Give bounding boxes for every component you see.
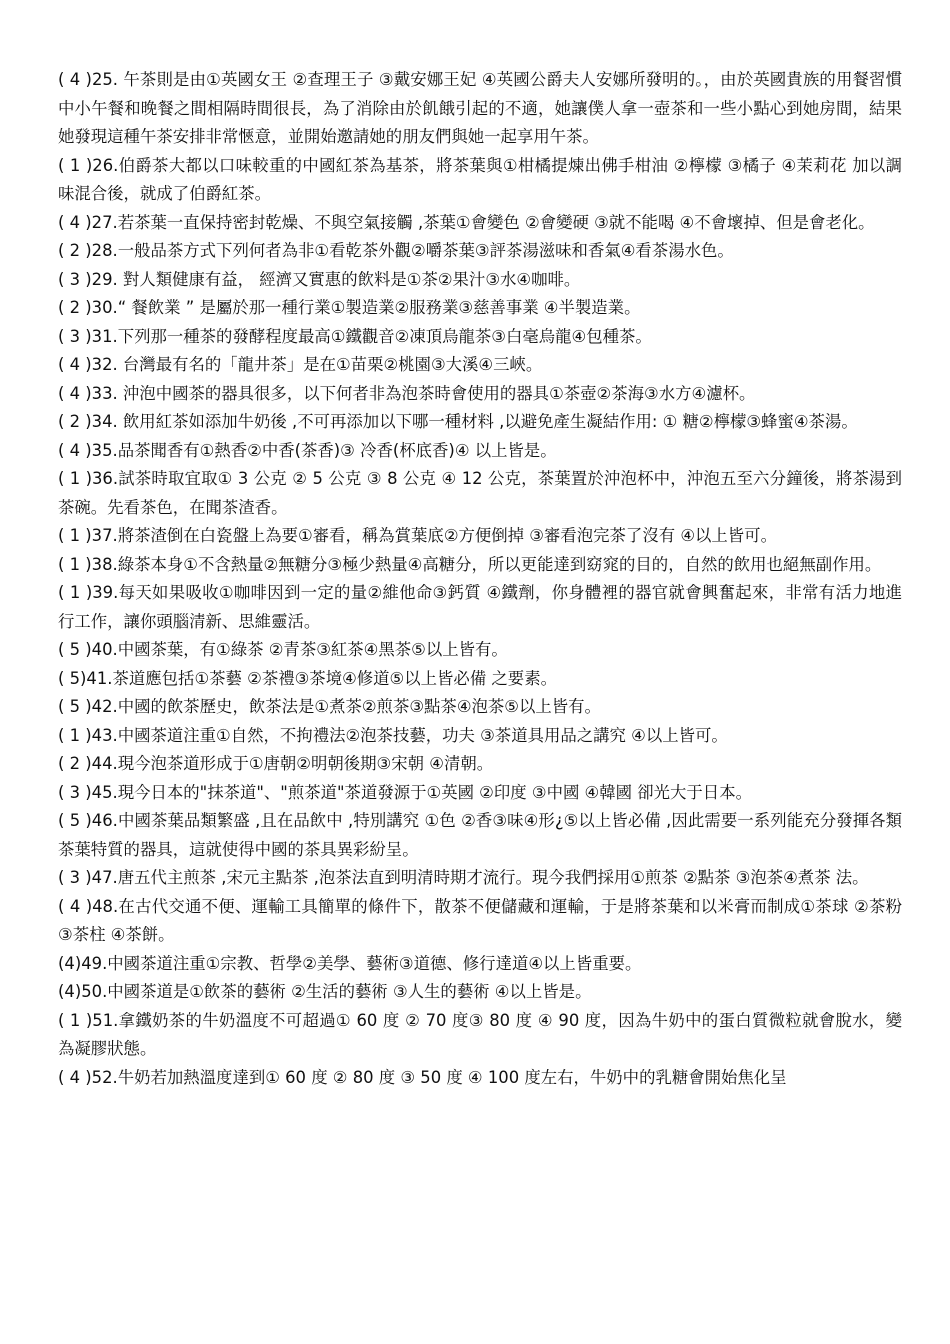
question-49: (4)49.中國茶道注重①宗教、哲學②美學、藝術③道德、修行達道④以上皆重要。 — [58, 953, 642, 973]
question-42: ( 5 )42.中國的飲茶歷史，飲茶法是①煮茶②煎茶③點茶④泡茶⑤以上皆有。 — [58, 697, 601, 716]
question-29: ( 3 )29. 對人類健康有益， 經濟又實惠的飲料是①茶②果汁③水④咖啡。 — [58, 269, 581, 289]
question-47: ( 3 )47.唐五代主煎茶 ,宋元主點茶 ,泡茶法直到明清時期才流行。現今我們採用①煎茶 ②點茶 ③泡茶④煮茶 法。 — [58, 868, 869, 887]
question-43: ( 1 )43.中國茶道注重①自然，不拘禮法②泡茶技藝，功夫 ③茶道具用品之講究 ④以上皆可。 — [58, 725, 728, 745]
exam-question-list — [58, 66, 902, 1092]
question-52: ( 4 )52.牛奶若加熱溫度達到① 60 度 ② 80 度 ③ 50 度 ④ 100 度左右，牛奶中的乳糖會開始焦化呈 — [58, 1067, 787, 1087]
question-35: ( 4 )35.品茶聞香有①熱香②中香(茶香)③ 冷香(杯底香)④ 以上皆是。 — [58, 440, 557, 460]
question-27: ( 4 )27.若茶葉一直保持密封乾燥、不與空氣接觸 ,茶葉①會變色 ②會變硬 ③就不能喝 ④不會壞掉、但是會老化。 — [58, 212, 875, 232]
question-37: ( 1 )37.將茶渣倒在白瓷盤上為要①審看，稱為賞葉底②方便倒掉 ③審看泡完茶了沒有 ④以上皆可。 — [58, 526, 777, 545]
question-51: ( 1 )51.拿鐵奶茶的牛奶溫度不可超過① 60 度 ② 70 度③ 80 度 ④ 90 度，因為牛奶中的蛋白質微粒就會脫水，變為凝膠狀態。 — [58, 1010, 902, 1058]
question-39: ( 1 )39.每天如果吸收①咖啡因到一定的量②維他命③鈣質 ④鐵劑，你身體裡的器官就會興奮起來，非常有活力地進行工作，讓你頭腦清新、思維靈活。 — [58, 583, 902, 631]
question-25: ( 4 )25. 午茶則是由①英國女王 ②查理王子 ③戴安娜王妃 ④英國公爵夫人安娜所發明的。，由於英國貴族的用餐習慣中小午餐和晚餐之間相隔時間很長，為了消除由於飢餓引起的不適，她讓僕人拿一壺茶和一些小點心到她房間，結果她發現這種午茶安排非常愜意，並開始邀請她的朋友們與她一起享用午茶。 — [58, 70, 902, 146]
question-28: ( 2 )28.一般品茶方式下列何者為非①看乾茶外觀②嚼茶葉③評茶湯滋味和香氣④看茶湯水色。 — [58, 241, 734, 260]
question-44: ( 2 )44.現今泡茶道形成于①唐朝②明朝後期③宋朝 ④清朝。 — [58, 754, 494, 773]
question-31: ( 3 )31.下列那一種茶的發酵程度最高①鐵觀音②凍頂烏龍茶③白毫烏龍④包種茶。 — [58, 326, 652, 346]
question-41: ( 5)41.茶道應包括①茶藝 ②茶禮③茶境④修道⑤以上皆必備 之要素。 — [58, 668, 557, 688]
question-50: (4)50.中國茶道是①飲茶的藝術 ②生活的藝術 ③人生的藝術 ④以上皆是。 — [58, 982, 592, 1001]
question-34: ( 2 )34. 飲用紅茶如添加牛奶後 ,不可再添加以下哪一種材料 ,以避免產生凝結作用: ① 糖②檸檬③蜂蜜④茶湯。 — [58, 412, 858, 431]
question-40: ( 5 )40.中國茶葉，有①綠茶 ②青茶③紅茶④黑茶⑤以上皆有。 — [58, 640, 508, 659]
question-26: ( 1 )26.伯爵茶大都以口味較重的中國紅茶為基茶，將茶葉與①柑橘提煉出佛手柑油 ②檸檬 ③橘子 ④茉莉花 加以調味混合後，就成了伯爵紅茶。 — [58, 155, 902, 203]
question-36: ( 1 )36.試茶時取宜取① 3 公克 ② 5 公克 ③ 8 公克 ④ 12 公克，茶葉置於沖泡杯中，沖泡五至六分鐘後，將茶湯到茶碗。先看茶色，在聞茶渣香。 — [58, 469, 902, 517]
question-46: ( 5 )46.中國茶葉品類繁盛 ,且在品飲中 ,特別講究 ①色 ②香③味④形¿⑤以上皆必備 ,因此需要一系列能充分發揮各類茶葉特質的器具，這就使得中國的茶具異彩紛呈。 — [58, 811, 902, 859]
question-30: ( 2 )30.“ 餐飲業 ” 是屬於那一種行業①製造業②服務業③慈善事業 ④半製造業。 — [58, 298, 641, 317]
question-48: ( 4 )48.在古代交通不便、運輸工具簡單的條件下，散茶不便儲藏和運輸，于是將茶葉和以米膏而制成①茶球 ②茶粉 ③茶柱 ④茶餅。 — [58, 896, 902, 944]
question-38: ( 1 )38.綠茶本身①不含熱量②無糖分③極少熱量④高糖分，所以更能達到窈窕的目的，自然的飲用也絕無副作用。 — [58, 554, 882, 574]
question-32: ( 4 )32. 台灣最有名的「龍井茶」是在①苗栗②桃園③大溪④三峽。 — [58, 355, 543, 374]
question-45: ( 3 )45.現今日本的"抹茶道"、"煎茶道"茶道發源于①英國 ②印度 ③中國 ④韓國 卻光大于日本。 — [58, 782, 752, 802]
question-33: ( 4 )33. 沖泡中國茶的器具很多，以下何者非為泡茶時會使用的器具①茶壺②茶海③水方④濾杯。 — [58, 383, 756, 403]
